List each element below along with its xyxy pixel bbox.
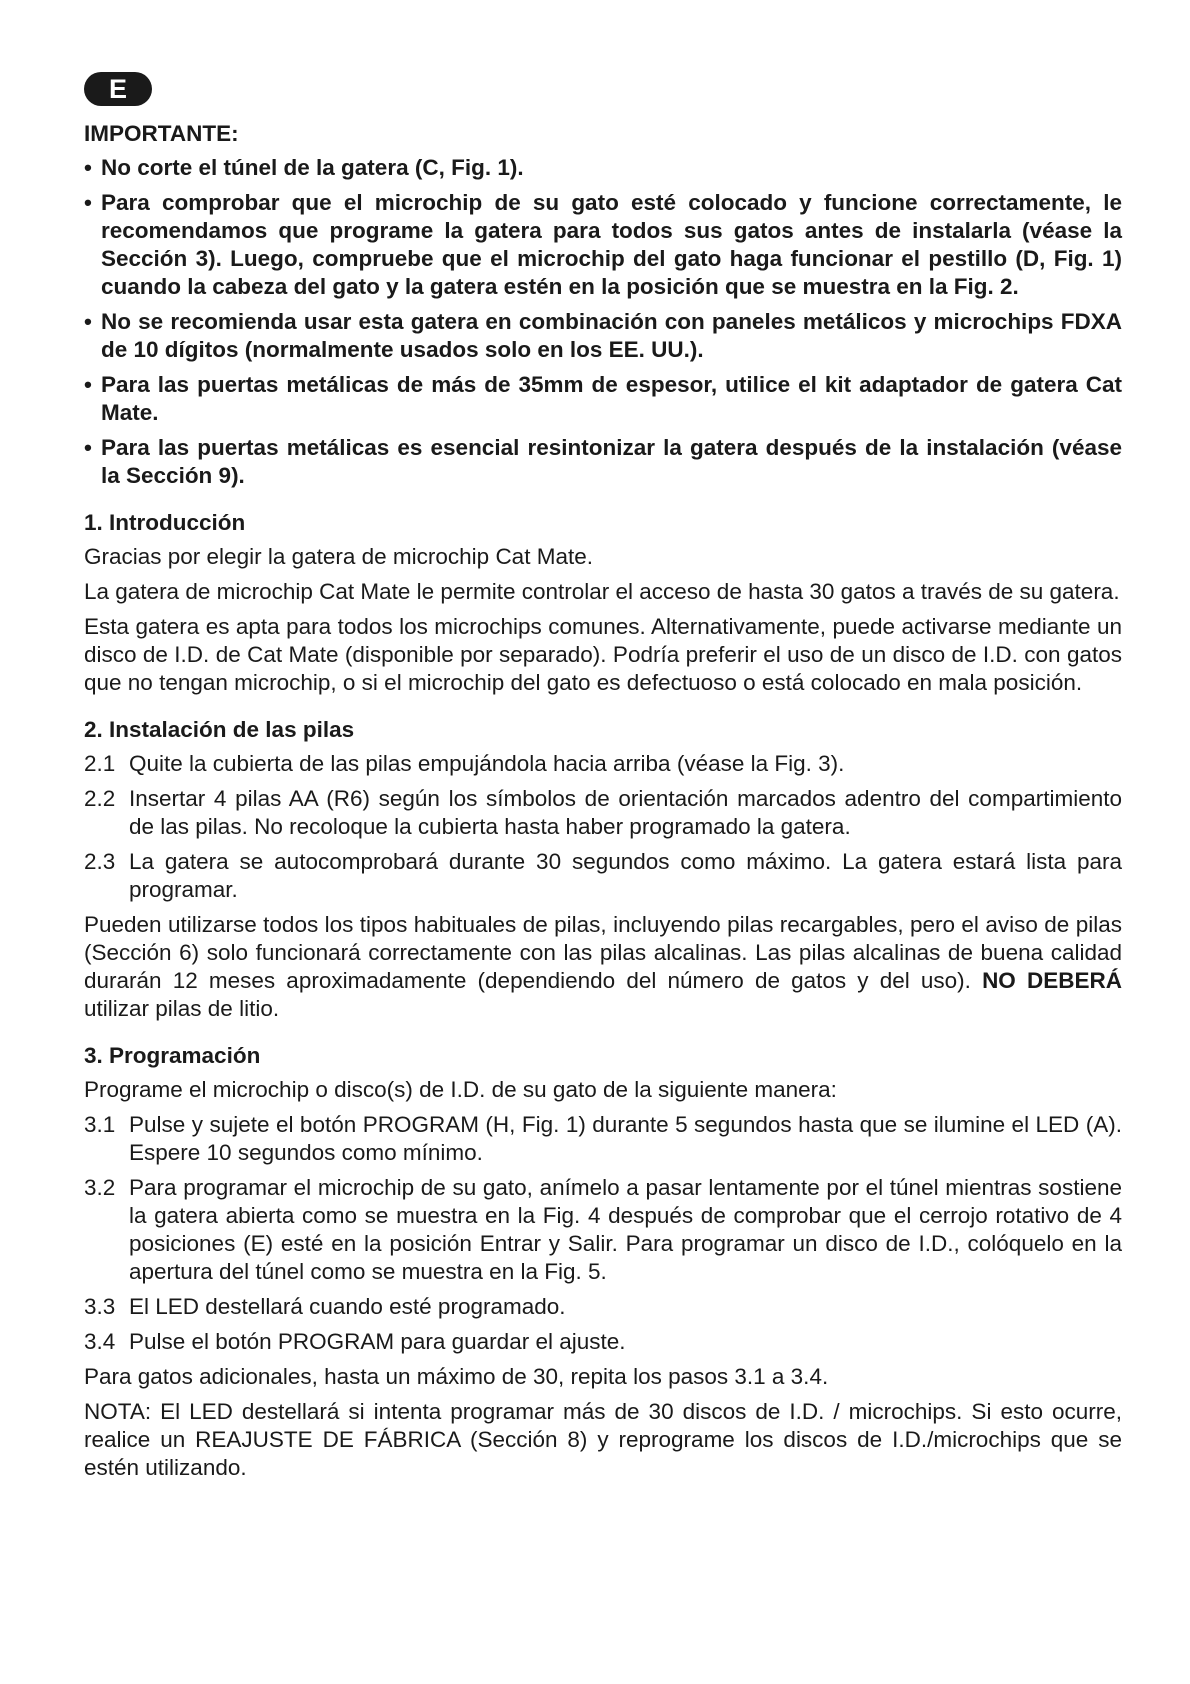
section-1-paragraph: Gracias por elegir la gatera de microchip Cat Mate. [84, 544, 593, 569]
section-3-intro: Programe el microchip o disco(s) de I.D. de su gato de la siguiente manera: [84, 1077, 837, 1102]
step-item [84, 750, 1122, 778]
step-number: 2.2 [84, 786, 116, 811]
step-item [84, 1328, 1122, 1356]
step-number: 3.2 [84, 1175, 116, 1200]
important-title: IMPORTANTE: [84, 121, 239, 146]
important-bullet: • Para comprobar que el microchip de su gato esté colocado y funcione correctamente, le recomendamos que programe la gatera para todos sus gatos antes de instalarla (véase la Sección 3). Luego, compruebe que el microchip del gato haga funcionar el pestillo (D, Fig. 1) cuando la cabeza del gato y la gatera estén en la posición que se muestra en la Fig. 2. [84, 189, 1122, 301]
manual-page [84, 72, 1122, 1489]
important-bullet: • Para las puertas metálicas de más de 35mm de espesor, utilice el kit adaptador de gatera Cat Mate. [84, 371, 1122, 427]
additional-cats-note: Para gatos adicionales, hasta un máximo de 30, repita los pasos 3.1 a 3.4. [84, 1364, 829, 1389]
section-1-heading: 1. Introducción [84, 510, 246, 535]
step-number: 2.3 [84, 849, 116, 874]
step-item [84, 785, 1122, 841]
step-text: La gatera se autocomprobará durante 30 segundos como máximo. La gatera estará lista para programar. [129, 849, 1122, 902]
battery-note [84, 911, 1122, 1023]
step-item [84, 1293, 1122, 1321]
important-bullet: • No se recomienda usar esta gatera en combinación con paneles metálicos y microchips FDXA de 10 dígitos (normalmente usados solo en los EE. UU.). [84, 308, 1122, 364]
step-text: Pulse y sujete el botón PROGRAM (H, Fig. 1) durante 5 segundos hasta que se ilumine el LED (A). Espere 10 segundos como mínimo. [129, 1112, 1122, 1165]
battery-note-tail: utilizar pilas de litio. [84, 996, 280, 1021]
step-text: Insertar 4 pilas AA (R6) según los símbolos de orientación marcados adentro del compartimiento de las pilas. No recoloque la cubierta hasta haber programado la gatera. [129, 786, 1122, 839]
battery-note-warning: NO DEBERÁ [982, 968, 1122, 993]
step-item [84, 1174, 1122, 1286]
important-bullet: • Para las puertas metálicas es esencial resintonizar la gatera después de la instalación (véase la Sección 9). [84, 434, 1122, 490]
step-item [84, 848, 1122, 904]
battery-note-text: Pueden utilizarse todos los tipos habituales de pilas, incluyendo pilas recargables, pero el aviso de pilas (Sección 6) solo funcionará correctamente con las pilas alcalinas. Las pilas alcalinas de buena calidad durarán 12 meses aproximadamente (dependiendo del número de gatos y del uso). [84, 912, 1122, 993]
step-text: Pulse el botón PROGRAM para guardar el ajuste. [129, 1329, 626, 1354]
section-1-paragraph: La gatera de microchip Cat Mate le permite controlar el acceso de hasta 30 gatos a través de su gatera. [84, 579, 1120, 604]
nota-paragraph: NOTA: El LED destellará si intenta programar más de 30 discos de I.D. / microchips. Si esto ocurre, realice un REAJUSTE DE FÁBRICA (Sección 8) y reprograme los discos de I.D./microchips que se estén utilizando. [84, 1399, 1122, 1480]
step-number: 2.1 [84, 751, 116, 776]
important-bullets [84, 154, 1122, 490]
step-number: 3.4 [84, 1329, 116, 1354]
step-item [84, 1111, 1122, 1167]
step-text: Para programar el microchip de su gato, anímelo a pasar lentamente por el túnel mientras sostiene la gatera abierta como se muestra en la Fig. 4 después de comprobar que el cerrojo rotativo de 4 posiciones (E) esté en la posición Entrar y Salir. Para programar un disco de I.D., colóquelo en la apertura del túnel como se muestra en la Fig. 5. [129, 1175, 1122, 1284]
section-3-heading: 3. Programación [84, 1043, 261, 1068]
step-text: El LED destellará cuando esté programado. [129, 1294, 566, 1319]
language-badge: E [84, 72, 152, 106]
step-text: Quite la cubierta de las pilas empujándola hacia arriba (véase la Fig. 3). [129, 751, 845, 776]
important-bullet: • No corte el túnel de la gatera (C, Fig. 1). [84, 154, 1122, 182]
step-number: 3.1 [84, 1112, 116, 1137]
section-1-paragraph: Esta gatera es apta para todos los microchips comunes. Alternativamente, puede activarse mediante un disco de I.D. de Cat Mate (disponible por separado). Podría preferir el uso de un disco de I.D. con gatos que no tengan microchip, o si el microchip del gato es defectuoso o está colocado en mala posición. [84, 614, 1122, 695]
section-2-heading: 2. Instalación de las pilas [84, 717, 355, 742]
step-number: 3.3 [84, 1294, 116, 1319]
